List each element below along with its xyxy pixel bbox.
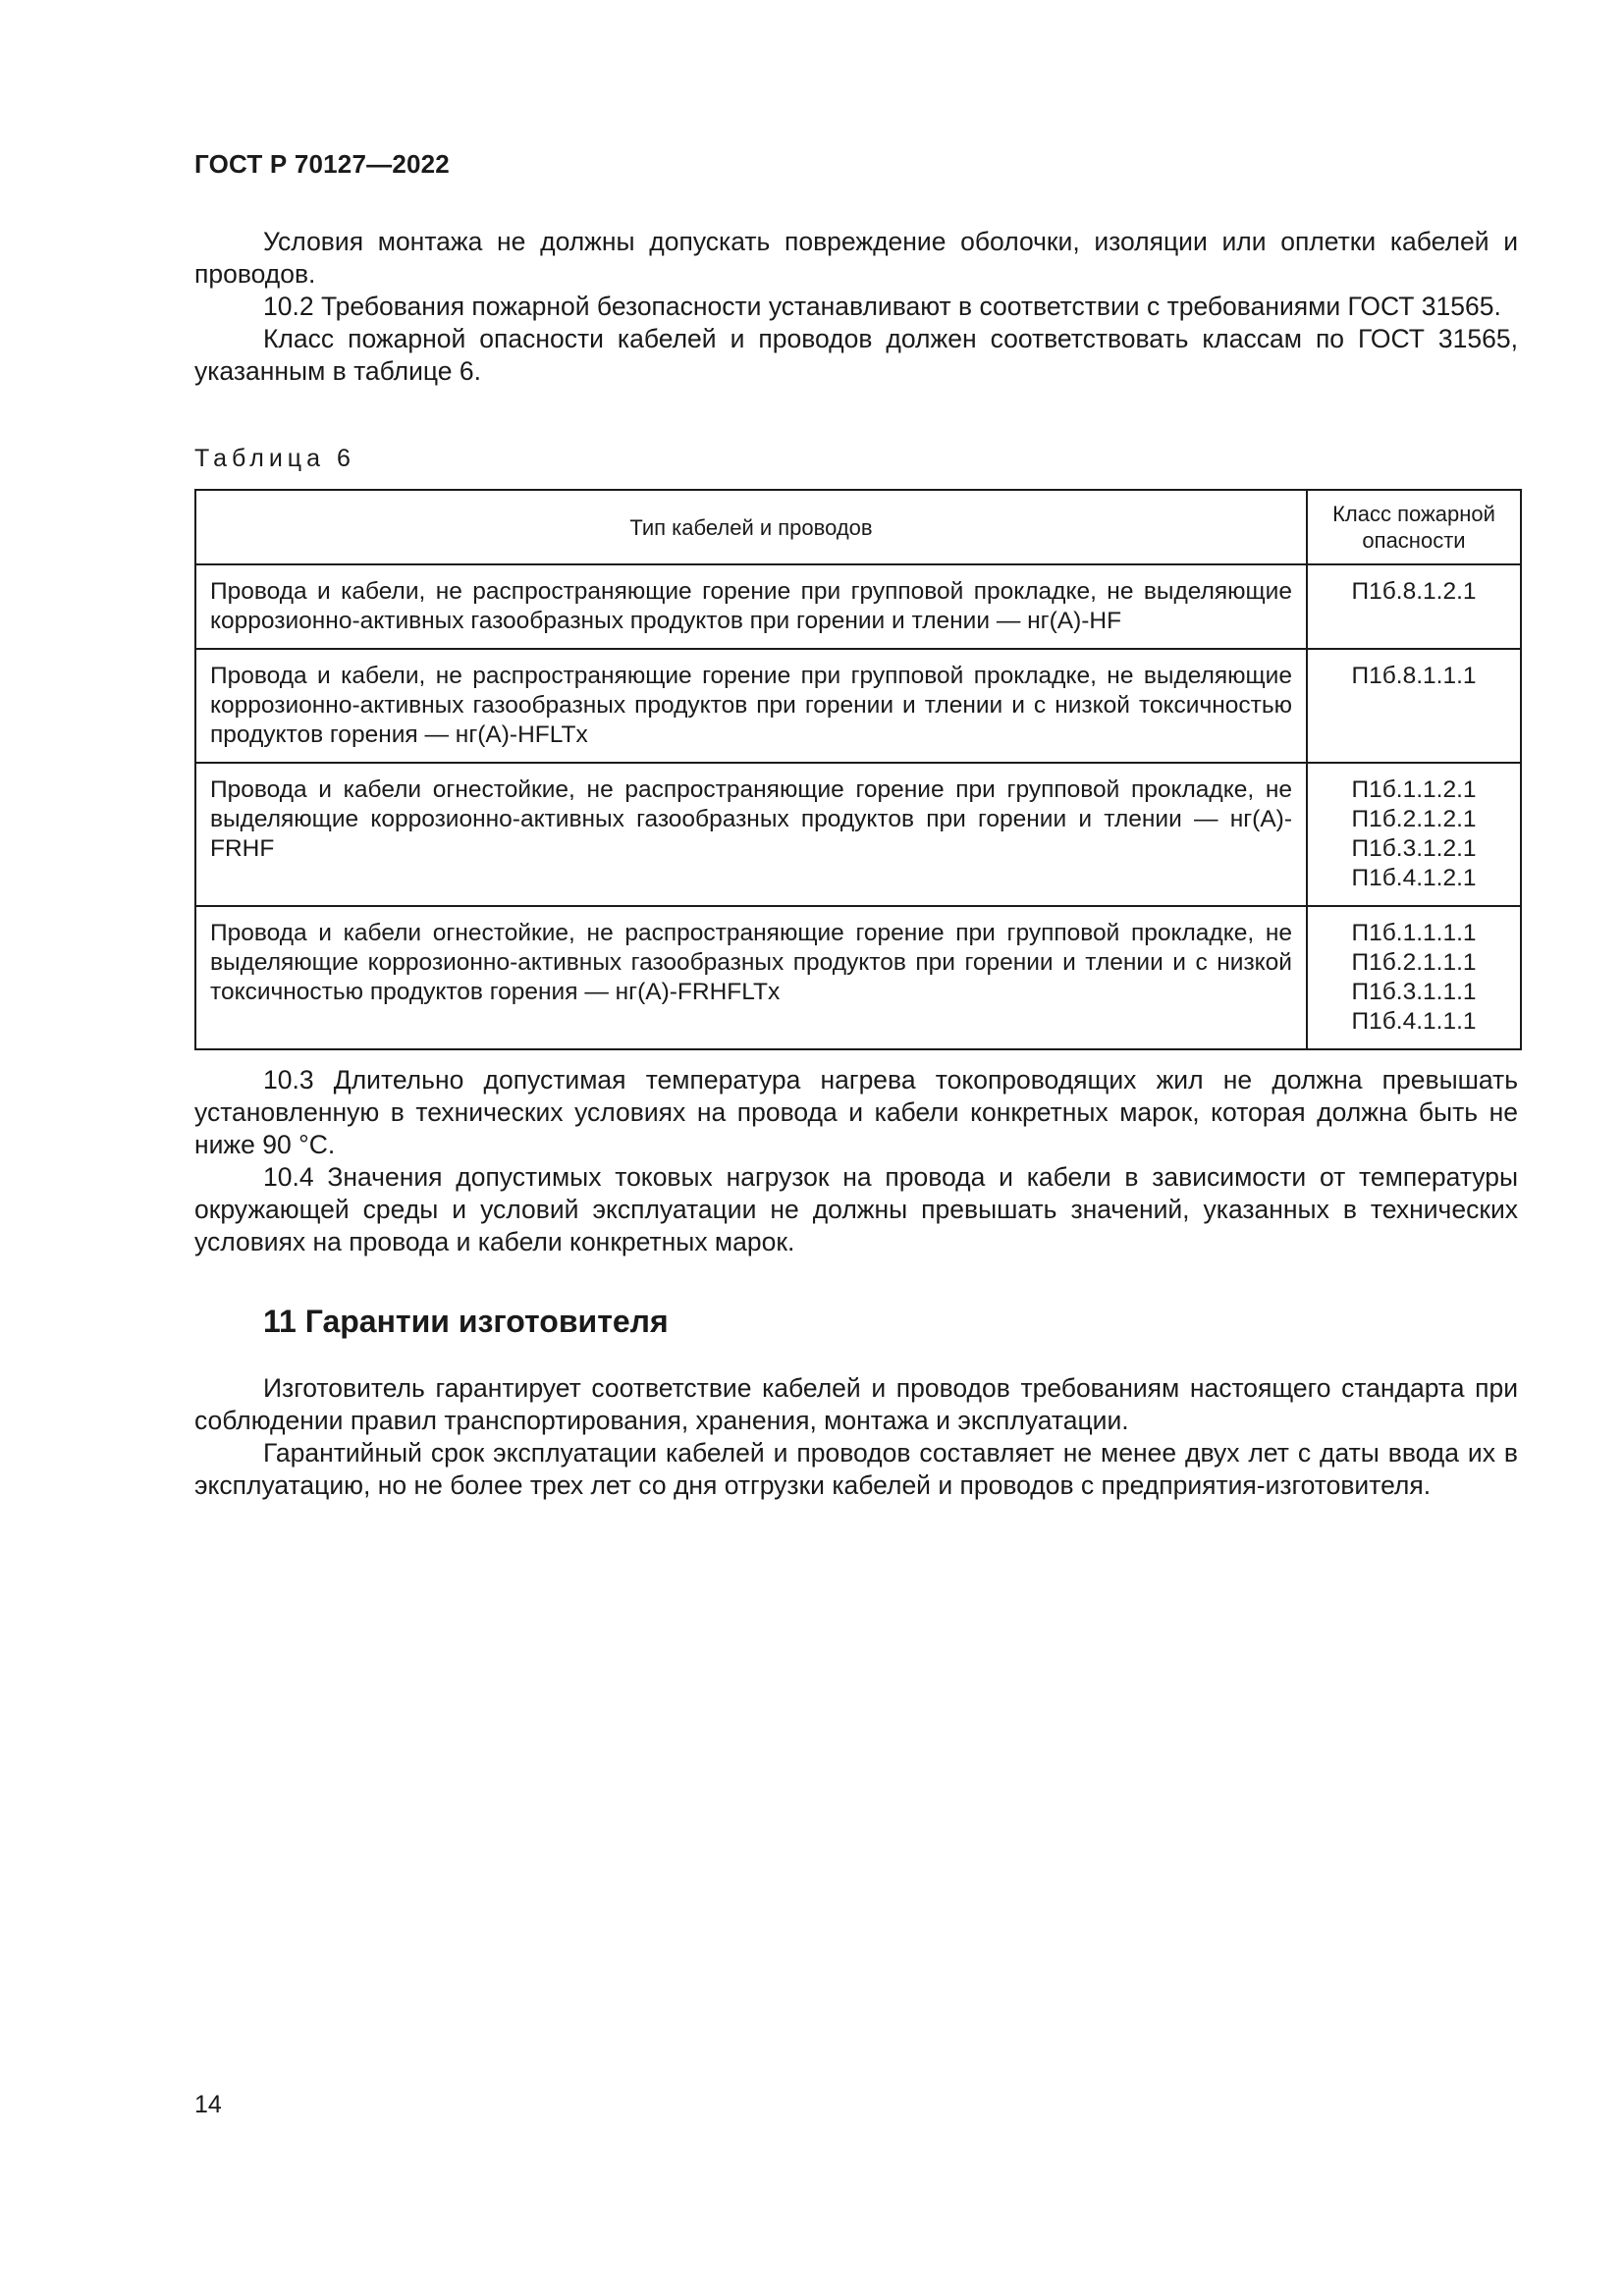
row-1-classes — [1307, 564, 1521, 649]
table-row — [195, 564, 1521, 649]
table-row — [195, 906, 1521, 1049]
paragraph-warranty-compliance: Изготовитель гарантирует соответствие кабелей и проводов требованиям настоящего стандарта при соблюдении правил транспортирования, хранения, монтажа и эксплуатации. — [194, 1373, 1518, 1435]
page-number: 14 — [194, 2091, 222, 2118]
class-code: П1б.1.1.2.1 — [1351, 776, 1477, 803]
table-row — [195, 649, 1521, 763]
class-code: П1б.2.1.1.1 — [1351, 949, 1477, 976]
fire-class-table — [194, 489, 1522, 1050]
row-4-classes — [1307, 906, 1521, 1049]
class-code: П1б.8.1.1.1 — [1351, 663, 1477, 689]
header-fire-class: Класс пожарной опасности — [1307, 490, 1521, 564]
row-2-description: Провода и кабели, не распространяющие горение при групповой прокладке, не выделяющие коррозионно-активных газообразных продуктов при горении и тлении и с низкой токсичностью продуктов горения — нг(А)-HFLTx — [195, 649, 1307, 763]
class-code: П1б.8.1.2.1 — [1351, 578, 1477, 605]
header-cable-type: Тип кабелей и проводов — [195, 490, 1307, 564]
paragraph-10-3: 10.3 Длительно допустимая температура нагрева токопроводящих жил не должна превышать установленную в технических условиях на провода и кабели конкретных марок, которая должна быть не ниже 90 °С. — [194, 1065, 1518, 1159]
row-3-classes — [1307, 763, 1521, 906]
document-header: ГОСТ Р 70127—2022 — [194, 149, 450, 179]
row-2-classes — [1307, 649, 1521, 763]
paragraph-10-4: 10.4 Значения допустимых токовых нагрузок на провода и кабели в зависимости от температуры окружающей среды и условий эксплуатации не должны превышать значений, указанных в технических условиях на провода и кабели конкретных марок. — [194, 1162, 1518, 1256]
class-code: П1б.3.1.2.1 — [1351, 835, 1477, 862]
intro-text — [194, 226, 1518, 388]
table-header-row — [195, 490, 1521, 564]
paragraph-fire-class: Класс пожарной опасности кабелей и проводов должен соответствовать классам по ГОСТ 31565, указанным в таблице 6. — [194, 324, 1518, 386]
class-code: П1б.2.1.2.1 — [1351, 806, 1477, 832]
paragraph-warranty-period: Гарантийный срок эксплуатации кабелей и проводов составляет не менее двух лет с даты ввода их в эксплуатацию, но не более трех лет со дня отгрузки кабелей и проводов с предприятия-изготовителя. — [194, 1438, 1518, 1500]
class-code: П1б.4.1.2.1 — [1351, 865, 1477, 891]
class-code: П1б.4.1.1.1 — [1351, 1008, 1477, 1035]
row-1-description: Провода и кабели, не распространяющие горение при групповой прокладке, не выделяющие коррозионно-активных газообразных продуктов при горении и тлении — нг(А)-HF — [195, 564, 1307, 649]
class-code: П1б.1.1.1.1 — [1351, 920, 1477, 946]
row-4-description: Провода и кабели огнестойкие, не распространяющие горение при групповой прокладке, не выделяющие коррозионно-активных газообразных продуктов при горении и тлении и с низкой токсичностью продуктов горения — нг(А)-FRHFLTx — [195, 906, 1307, 1049]
paragraph-10-2: 10.2 Требования пожарной безопасности устанавливают в соответствии с требованиями ГОСТ 31565. — [263, 292, 1501, 321]
paragraph-mounting-conditions: Условия монтажа не должны допускать повреждение оболочки, изоляции или оплетки кабелей и проводов. — [194, 227, 1518, 289]
section-11-title: 11 Гарантии изготовителя — [263, 1304, 669, 1339]
after-table-text — [194, 1064, 1518, 1258]
table-caption: Таблица 6 — [194, 445, 355, 472]
table-row — [195, 763, 1521, 906]
class-code: П1б.3.1.1.1 — [1351, 979, 1477, 1005]
row-3-description: Провода и кабели огнестойкие, не распространяющие горение при групповой прокладке, не выделяющие коррозионно-активных газообразных продуктов при горении и тлении — нг(А)-FRHF — [195, 763, 1307, 906]
section-11-text — [194, 1372, 1518, 1502]
